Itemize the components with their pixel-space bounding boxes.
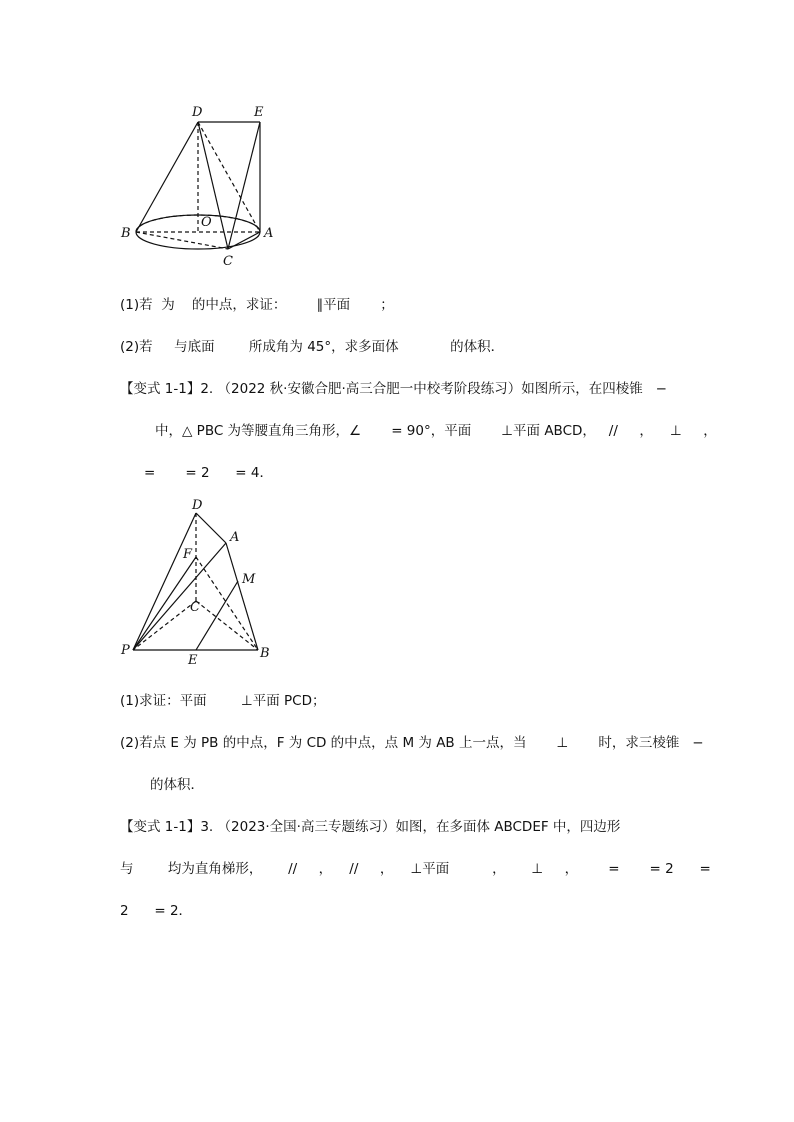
- fig2-label-P: P: [121, 643, 130, 658]
- variant3-line2: 与 均为直角梯形， // ， // ， ⊥平面 ， ⊥ ， = = 2 =: [120, 861, 711, 877]
- fig2-label-E: E: [188, 653, 198, 668]
- fig1-label-A: A: [264, 226, 274, 241]
- edge-FP: [133, 557, 196, 650]
- fig2-label-M: M: [242, 572, 256, 587]
- variant3-header: 【变式 1-1】3. （2023·全国·高三专题练习）如图，在多面体 ABCDEF 中，四边形: [120, 819, 621, 835]
- v2-part2b: 的体积．: [150, 777, 204, 793]
- edge-DA: [196, 513, 226, 543]
- fig1-label-C: C: [223, 254, 233, 269]
- variant2-header: 【变式 1-1】2. （2022 秋·安徽合肥·高三合肥一中校考阶段练习）如图所示，在四棱锥 −: [120, 381, 667, 397]
- edge-EM: [196, 581, 238, 650]
- variant2-line3: = = 2 = 4．: [144, 465, 273, 481]
- q1-part1: (1)若 为 的中点，求证： ∥平面 ；: [120, 297, 394, 313]
- fig1-label-D: D: [192, 105, 203, 120]
- v2-part1: (1)求证：平面 ⊥平面 PCD；: [120, 693, 326, 709]
- variant3-line3: 2 = 2．: [120, 903, 193, 919]
- fig2-label-B: B: [260, 646, 270, 661]
- fig2-label-C: C: [190, 600, 200, 615]
- edge-CB: [196, 601, 258, 650]
- fig1-label-E: E: [254, 105, 264, 120]
- edge-CP: [133, 601, 196, 650]
- edge-DP: [133, 513, 196, 650]
- variant2-line2: 中，△ PBC 为等腰直角三角形，∠ = 90°，平面 ⊥平面 ABCD， // ， ⊥ ，: [155, 423, 717, 439]
- fig1-label-O: O: [201, 215, 212, 230]
- fig2-label-A: A: [230, 530, 240, 545]
- fig2-label-F: F: [183, 547, 193, 562]
- q1-part2: (2)若 与底面 所成角为 45°，求多面体 的体积．: [120, 339, 505, 355]
- edge-AP: [133, 543, 226, 650]
- fig2-label-D: D: [192, 498, 203, 513]
- fig1-label-B: B: [121, 226, 131, 241]
- v2-part2: (2)若点 E 为 PB 的中点，F 为 CD 的中点，点 M 为 AB 上一点，当 ⊥ 时，求三棱锥 −: [120, 735, 704, 751]
- edge-AB: [226, 543, 258, 650]
